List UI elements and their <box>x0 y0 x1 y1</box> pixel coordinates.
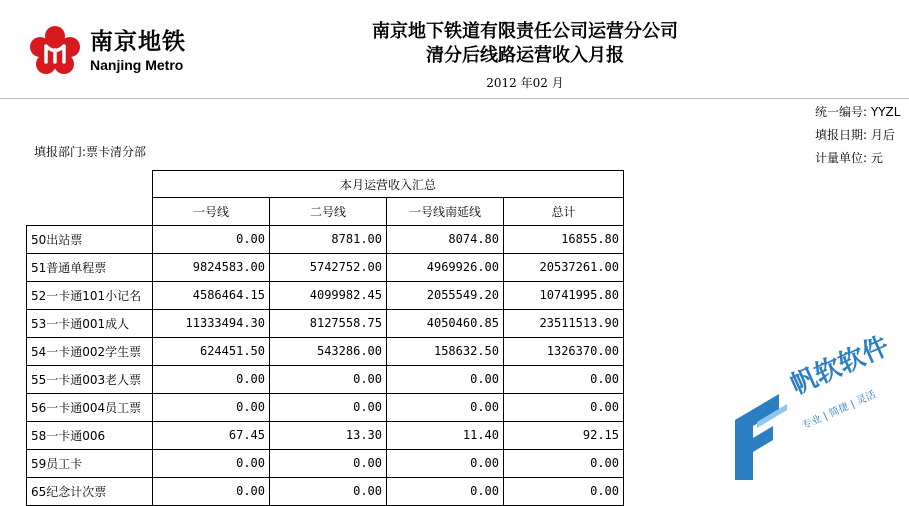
row-label: 51普通单程票 <box>27 253 153 281</box>
cell-line1: 0.00 <box>153 477 270 505</box>
report-title: 清分后线路运营收入月报 <box>426 45 624 66</box>
logo-chinese-name: 南京地铁 <box>90 29 186 55</box>
row-label: 56一卡通004员工票 <box>27 393 153 421</box>
column-header-line1: 一号线 <box>153 198 270 226</box>
cell-line1-south: 0.00 <box>387 449 504 477</box>
table-row <box>27 253 624 281</box>
cell-line1: 11333494.30 <box>153 309 270 337</box>
cell-total: 20537261.00 <box>504 253 624 281</box>
cell-line1-south: 0.00 <box>387 393 504 421</box>
cell-line2: 8127558.75 <box>270 309 387 337</box>
measure-unit: 计量单位: 元 <box>815 151 883 165</box>
cell-line2: 13.30 <box>270 421 387 449</box>
header-divider <box>0 98 909 99</box>
cell-line1-south: 4050460.85 <box>387 309 504 337</box>
report-header <box>250 20 800 91</box>
cell-line1-south: 2055549.20 <box>387 281 504 309</box>
cell-line2: 8781.00 <box>270 225 387 253</box>
row-label: 54一卡通002学生票 <box>27 337 153 365</box>
cell-line2: 0.00 <box>270 365 387 393</box>
cell-total: 23511513.90 <box>504 309 624 337</box>
cell-line1: 67.45 <box>153 421 270 449</box>
row-label: 58一卡通006 <box>27 421 153 449</box>
nanjing-metro-logo <box>30 26 186 76</box>
cell-line1-south: 11.40 <box>387 421 504 449</box>
table-row <box>27 281 624 309</box>
row-label: 53一卡通001成人 <box>27 309 153 337</box>
row-label: 50出站票 <box>27 225 153 253</box>
cell-total: 10741995.80 <box>504 281 624 309</box>
company-title: 南京地下铁道有限责任公司运营分公司 <box>372 21 678 42</box>
logo-english-name: Nanjing Metro <box>90 57 184 73</box>
column-header-line1-south: 一号线南延线 <box>387 198 504 226</box>
table-column-header-row <box>27 198 624 226</box>
unified-code: 统一编号: YYZL <box>815 105 901 119</box>
cell-line1: 4586464.15 <box>153 281 270 309</box>
cell-total: 0.00 <box>504 393 624 421</box>
revenue-table <box>26 170 624 506</box>
table-row <box>27 449 624 477</box>
cell-line1: 0.00 <box>153 449 270 477</box>
table-row <box>27 365 624 393</box>
cell-total: 1326370.00 <box>504 337 624 365</box>
table-group-header-row <box>27 171 624 198</box>
cell-line2: 543286.00 <box>270 337 387 365</box>
cell-line2: 4099982.45 <box>270 281 387 309</box>
reporting-department: 填报部门:票卡清分部 <box>34 145 147 159</box>
column-header-total: 总计 <box>504 198 624 226</box>
cell-total: 0.00 <box>504 477 624 505</box>
fill-date: 填报日期: 月后 <box>815 128 895 142</box>
finereport-logo-icon <box>727 360 797 480</box>
cell-line1: 9824583.00 <box>153 253 270 281</box>
table-row <box>27 421 624 449</box>
cell-total: 0.00 <box>504 365 624 393</box>
cell-line2: 0.00 <box>270 477 387 505</box>
cell-line2: 5742752.00 <box>270 253 387 281</box>
blank-corner <box>27 171 153 198</box>
cell-line2: 0.00 <box>270 449 387 477</box>
cell-line2: 0.00 <box>270 393 387 421</box>
report-period: 2012 年02 月 <box>486 76 564 90</box>
blank-corner <box>27 198 153 226</box>
row-label: 52一卡通101小记名 <box>27 281 153 309</box>
metro-logo-icon <box>30 26 80 76</box>
column-header-line2: 二号线 <box>270 198 387 226</box>
row-label: 55一卡通003老人票 <box>27 365 153 393</box>
finereport-watermark <box>727 331 909 480</box>
watermark-slogan: 专业 | 简捷 | 灵活 <box>800 389 878 432</box>
cell-line1-south: 0.00 <box>387 477 504 505</box>
watermark-brand: 帆软软件 <box>786 331 894 401</box>
cell-line1: 0.00 <box>153 365 270 393</box>
cell-line1: 0.00 <box>153 393 270 421</box>
cell-line1-south: 158632.50 <box>387 337 504 365</box>
cell-line1: 624451.50 <box>153 337 270 365</box>
table-row <box>27 393 624 421</box>
cell-line1-south: 4969926.00 <box>387 253 504 281</box>
table-row <box>27 477 624 505</box>
cell-line1-south: 8074.80 <box>387 225 504 253</box>
table-row <box>27 225 624 253</box>
cell-total: 16855.80 <box>504 225 624 253</box>
row-label: 65纪念计次票 <box>27 477 153 505</box>
table-row <box>27 337 624 365</box>
cell-line1: 0.00 <box>153 225 270 253</box>
cell-total: 92.15 <box>504 421 624 449</box>
table-row <box>27 309 624 337</box>
row-label: 59员工卡 <box>27 449 153 477</box>
cell-total: 0.00 <box>504 449 624 477</box>
cell-line1-south: 0.00 <box>387 365 504 393</box>
group-header: 本月运营收入汇总 <box>153 171 624 198</box>
